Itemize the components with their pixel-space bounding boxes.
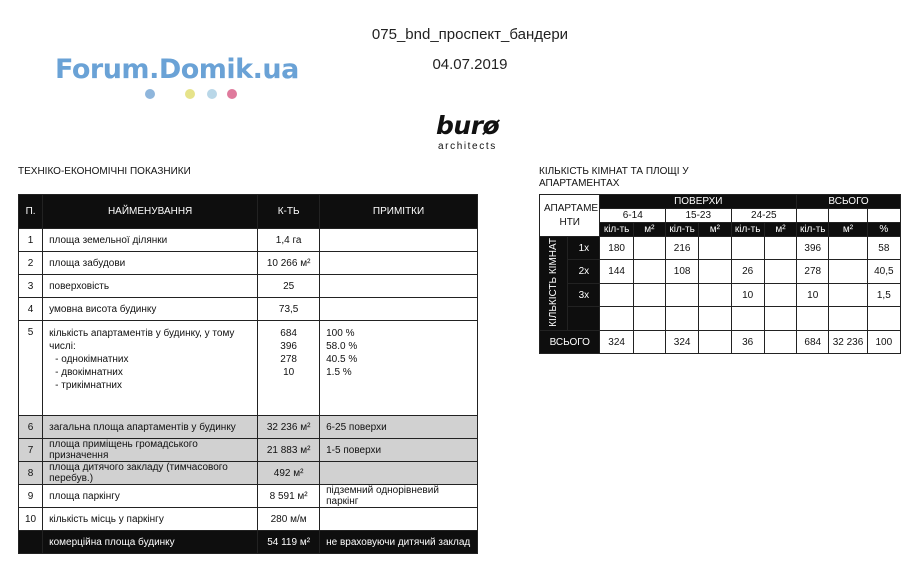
cell — [829, 284, 867, 307]
cell — [764, 237, 796, 260]
cell: 10 — [731, 284, 764, 307]
apartments-line: - однокімнатних — [55, 354, 129, 365]
total-blank — [829, 209, 867, 223]
apartments-line: кількість апартаментів у будинку, у тому — [49, 328, 235, 339]
table-row — [19, 252, 478, 275]
row-name — [43, 321, 258, 416]
total-label: ВСЬОГО — [540, 331, 600, 354]
table-row — [19, 298, 478, 321]
project-date: 04.07.2019 — [432, 56, 508, 73]
row-label: 3х — [568, 284, 600, 307]
cell — [764, 331, 796, 354]
dot-blue — [145, 89, 155, 99]
cell: 108 — [666, 260, 699, 284]
row-note: 1-5 поверхи — [320, 439, 478, 462]
row-name: площа дитячого закладу (тимчасового перебув.) — [43, 462, 258, 485]
row-num: 2 — [19, 252, 43, 275]
row-qty: 25 — [258, 275, 320, 298]
row-name: площа приміщень громадського призначення — [43, 439, 258, 462]
table-row-apartments — [19, 321, 478, 416]
note-line: 40.5 % — [326, 354, 358, 365]
cell — [699, 331, 731, 354]
floors-header: ПОВЕРХИ — [600, 195, 797, 209]
row-note — [320, 508, 478, 531]
row-note — [320, 298, 478, 321]
cell — [699, 237, 731, 260]
table-header-row — [19, 195, 478, 229]
cell: 144 — [600, 260, 633, 284]
corner-cell: АПАРТАМЕ НТИ — [540, 195, 600, 237]
rooms-row-empty — [540, 307, 901, 331]
cell — [600, 284, 633, 307]
sub-header: кіл-ть — [666, 223, 699, 237]
dot-pink — [227, 89, 237, 99]
col-header-num: П. — [19, 195, 43, 229]
cell — [699, 307, 731, 331]
row-note — [320, 321, 478, 416]
cell: 32 236 — [829, 331, 867, 354]
row-num: 5 — [19, 321, 43, 416]
cell — [600, 307, 633, 331]
row-qty: 492 м² — [258, 462, 320, 485]
cell — [633, 260, 665, 284]
qty-line: 278 — [280, 354, 297, 365]
sub-header: кіл-ть — [600, 223, 633, 237]
row-name: загальна площа апартаментів у будинку — [43, 416, 258, 439]
rooms-area-table — [539, 194, 901, 354]
cell: 180 — [600, 237, 633, 260]
cell: 324 — [666, 331, 699, 354]
cell — [797, 307, 829, 331]
row-qty: 21 883 м² — [258, 439, 320, 462]
row-num: 7 — [19, 439, 43, 462]
cell: 216 — [666, 237, 699, 260]
cell — [699, 260, 731, 284]
sub-header: кіл-ть — [797, 223, 829, 237]
row-num: 6 — [19, 416, 43, 439]
qty-line: 684 — [280, 328, 297, 339]
sub-header: м² — [764, 223, 796, 237]
rooms-row-1x — [540, 237, 901, 260]
row-qty: 10 266 м² — [258, 252, 320, 275]
row-name: умовна висота будинку — [43, 298, 258, 321]
sub-header: м² — [633, 223, 665, 237]
group-24-25: 24-25 — [731, 209, 797, 223]
rooms-total-row — [540, 331, 901, 354]
row-qty — [258, 321, 320, 416]
apartments-line: - трикімнатних — [55, 380, 122, 391]
cell — [829, 307, 867, 331]
qty-line: 396 — [280, 341, 297, 352]
cell — [764, 260, 796, 284]
apartments-line: числі: — [49, 341, 76, 352]
total-header: ВСЬОГО — [797, 195, 901, 209]
row-label: 2х — [568, 260, 600, 284]
total-blank — [797, 209, 829, 223]
row-name: кількість місць у паркінгу — [43, 508, 258, 531]
cell: 58 — [867, 237, 900, 260]
total-blank — [867, 209, 900, 223]
row-qty: 73,5 — [258, 298, 320, 321]
cell — [666, 307, 699, 331]
cell: 324 — [600, 331, 633, 354]
table-row — [19, 416, 478, 439]
row-qty: 1,4 га — [258, 229, 320, 252]
note-line: 1.5 % — [326, 367, 352, 378]
qty-line: 10 — [283, 367, 295, 378]
sub-header: м² — [829, 223, 867, 237]
row-num: 8 — [19, 462, 43, 485]
forum-domik-logo: Forum.Domik.ua — [55, 54, 299, 85]
row-num: 9 — [19, 485, 43, 508]
col-header-name: НАЙМЕНУВАННЯ — [43, 195, 258, 229]
table-row — [19, 275, 478, 298]
row-qty: 32 236 м² — [258, 416, 320, 439]
table-row — [19, 462, 478, 485]
total-name: комерційна площа будинку — [43, 531, 258, 554]
project-title: 075_bnd_проспект_бандери — [371, 26, 569, 43]
note-line: 58.0 % — [326, 341, 358, 352]
row-note — [320, 462, 478, 485]
cell — [829, 237, 867, 260]
cell: 1,5 — [867, 284, 900, 307]
row-label — [568, 307, 600, 331]
group-6-14: 6-14 — [600, 209, 666, 223]
cell — [764, 307, 796, 331]
cell: 26 — [731, 260, 764, 284]
cell — [731, 237, 764, 260]
cell — [633, 331, 665, 354]
cell — [829, 260, 867, 284]
rooms-vertical-label: КІЛЬКІСТЬ КІМНАТ — [540, 237, 568, 331]
cell: 278 — [797, 260, 829, 284]
left-table-title: ТЕХНІКО-ЕКОНОМІЧНІ ПОКАЗНИКИ — [18, 166, 191, 177]
row-note — [320, 252, 478, 275]
dot-yellow — [185, 89, 195, 99]
rooms-row-3x — [540, 284, 901, 307]
row-name: площа забудови — [43, 252, 258, 275]
tech-economic-table — [18, 194, 478, 554]
buro-subtitle: architects — [438, 141, 497, 152]
total-num — [19, 531, 43, 554]
row-note — [320, 229, 478, 252]
cell — [666, 284, 699, 307]
row-num: 10 — [19, 508, 43, 531]
row-label: 1х — [568, 237, 600, 260]
table-total-row — [19, 531, 478, 554]
note-line: 100 % — [326, 328, 355, 339]
group-15-23: 15-23 — [666, 209, 732, 223]
apartments-line: - двокімнатних — [55, 367, 123, 378]
cell: 684 — [797, 331, 829, 354]
cell: 10 — [797, 284, 829, 307]
cell — [633, 237, 665, 260]
dot-lightblue — [207, 89, 217, 99]
cell — [699, 284, 731, 307]
cell — [731, 307, 764, 331]
sub-header: кіл-ть — [731, 223, 764, 237]
row-note: підземний однорівневий паркінг — [320, 485, 478, 508]
cell: 100 — [867, 331, 900, 354]
sub-header: % — [867, 223, 900, 237]
row-num: 3 — [19, 275, 43, 298]
col-header-notes: ПРИМІТКИ — [320, 195, 478, 229]
col-header-qty: К-ТЬ — [258, 195, 320, 229]
row-note — [320, 275, 478, 298]
rooms-row-2x — [540, 260, 901, 284]
table-row — [19, 485, 478, 508]
row-note: 6-25 поверхи — [320, 416, 478, 439]
cell — [633, 307, 665, 331]
row-num: 1 — [19, 229, 43, 252]
row-qty: 280 м/м — [258, 508, 320, 531]
cell — [633, 284, 665, 307]
cell: 36 — [731, 331, 764, 354]
cell — [764, 284, 796, 307]
sub-header: м² — [699, 223, 731, 237]
right-table-title: КІЛЬКІСТЬ КІМНАТ ТА ПЛОЩІ У АПАРТАМЕНТАХ — [539, 166, 689, 189]
row-qty: 8 591 м² — [258, 485, 320, 508]
table-row — [19, 508, 478, 531]
row-name: площа паркінгу — [43, 485, 258, 508]
row-name: поверховість — [43, 275, 258, 298]
table-row — [19, 229, 478, 252]
cell: 396 — [797, 237, 829, 260]
total-note: не враховуючи дитячий заклад — [320, 531, 478, 554]
total-qty: 54 119 м² — [258, 531, 320, 554]
table-row — [19, 439, 478, 462]
buro-logo: burø — [436, 111, 500, 140]
row-num: 4 — [19, 298, 43, 321]
row-name: площа земельної ділянки — [43, 229, 258, 252]
cell — [867, 307, 900, 331]
cell: 40,5 — [867, 260, 900, 284]
header-row-1 — [540, 195, 901, 209]
